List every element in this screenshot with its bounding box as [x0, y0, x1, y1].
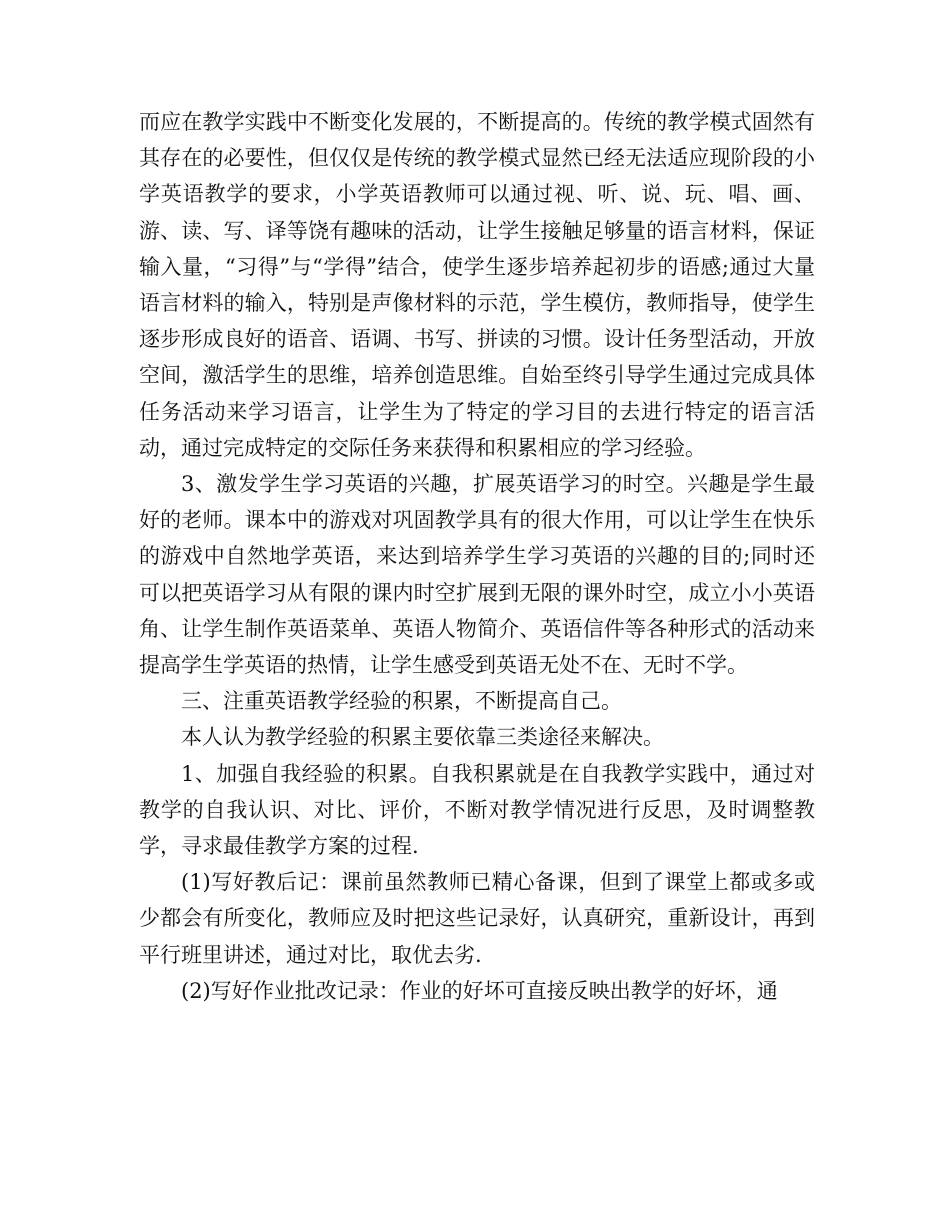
section-heading-three: 三、注重英语教学经验的积累，不断提高自己。: [181, 689, 622, 714]
paragraph-post-lesson-notes: (1)写好教后记：课前虽然教师已精心备课，但到了课堂上都或多或少都会有所变化，教师应及时把这些记录好，认真研究，重新设计，再到平行班里讲述，通过对比，取优去劣.: [139, 870, 815, 967]
paragraph-homework-records: (2)写好作业批改记录：作业的好坏可直接反映出教学的好坏，通: [181, 978, 778, 1003]
paragraph-interest: 3、激发学生学习英语的兴趣，扩展英语学习的时空。兴趣是学生最好的老师。课本中的游戏对巩固教学具有的很大作用，可以让学生在快乐的游戏中自然地学英语，来达到培养学生学习英语的兴趣的目的;同时还可以把英语学习从有限的课内时空扩展到无限的课外时空，成立小小英语角、让学生制作英语菜单、英语人物简介、英语信件等各种形式的活动来提高学生学英语的热情，让学生感受到英语无处不在、无时不学。: [139, 472, 815, 678]
paragraph-three-paths: 本人认为教学经验的积累主要依靠三类途径来解决。: [181, 725, 664, 750]
paragraph-self-experience: 1、加强自我经验的积累。自我积累就是在自我教学实践中，通过对教学的自我认识、对比、评价，不断对教学情况进行反思，及时调整教学，寻求最佳教学方案的过程.: [139, 761, 815, 859]
document-body: [139, 104, 815, 1009]
paragraph-continuation: 而应在教学实践中不断变化发展的，不断提高的。传统的教学模式固然有其存在的必要性，但仅仅是传统的教学模式显然已经无法适应现阶段的小学英语教学的要求，小学英语教师可以通过视、听、说、玩、唱、画、游、读、写、译等饶有趣味的活动，让学生接触足够量的语言材料，保证输入量，“习得”与“学得”结合，使学生逐步培养起初步的语感;通过大量语言材料的输入，特别是声像材料的示范，学生模仿，教师指导，使学生逐步形成良好的语音、语调、书写、拼读的习惯。设计任务型活动，开放空间，激活学生的思维，培养创造思维。自始至终引导学生通过完成具体任务活动来学习语言，让学生为了特定的学习目的去进行特定的语言活动，通过完成特定的交际任务来获得和积累相应的学习经验。: [139, 110, 815, 460]
